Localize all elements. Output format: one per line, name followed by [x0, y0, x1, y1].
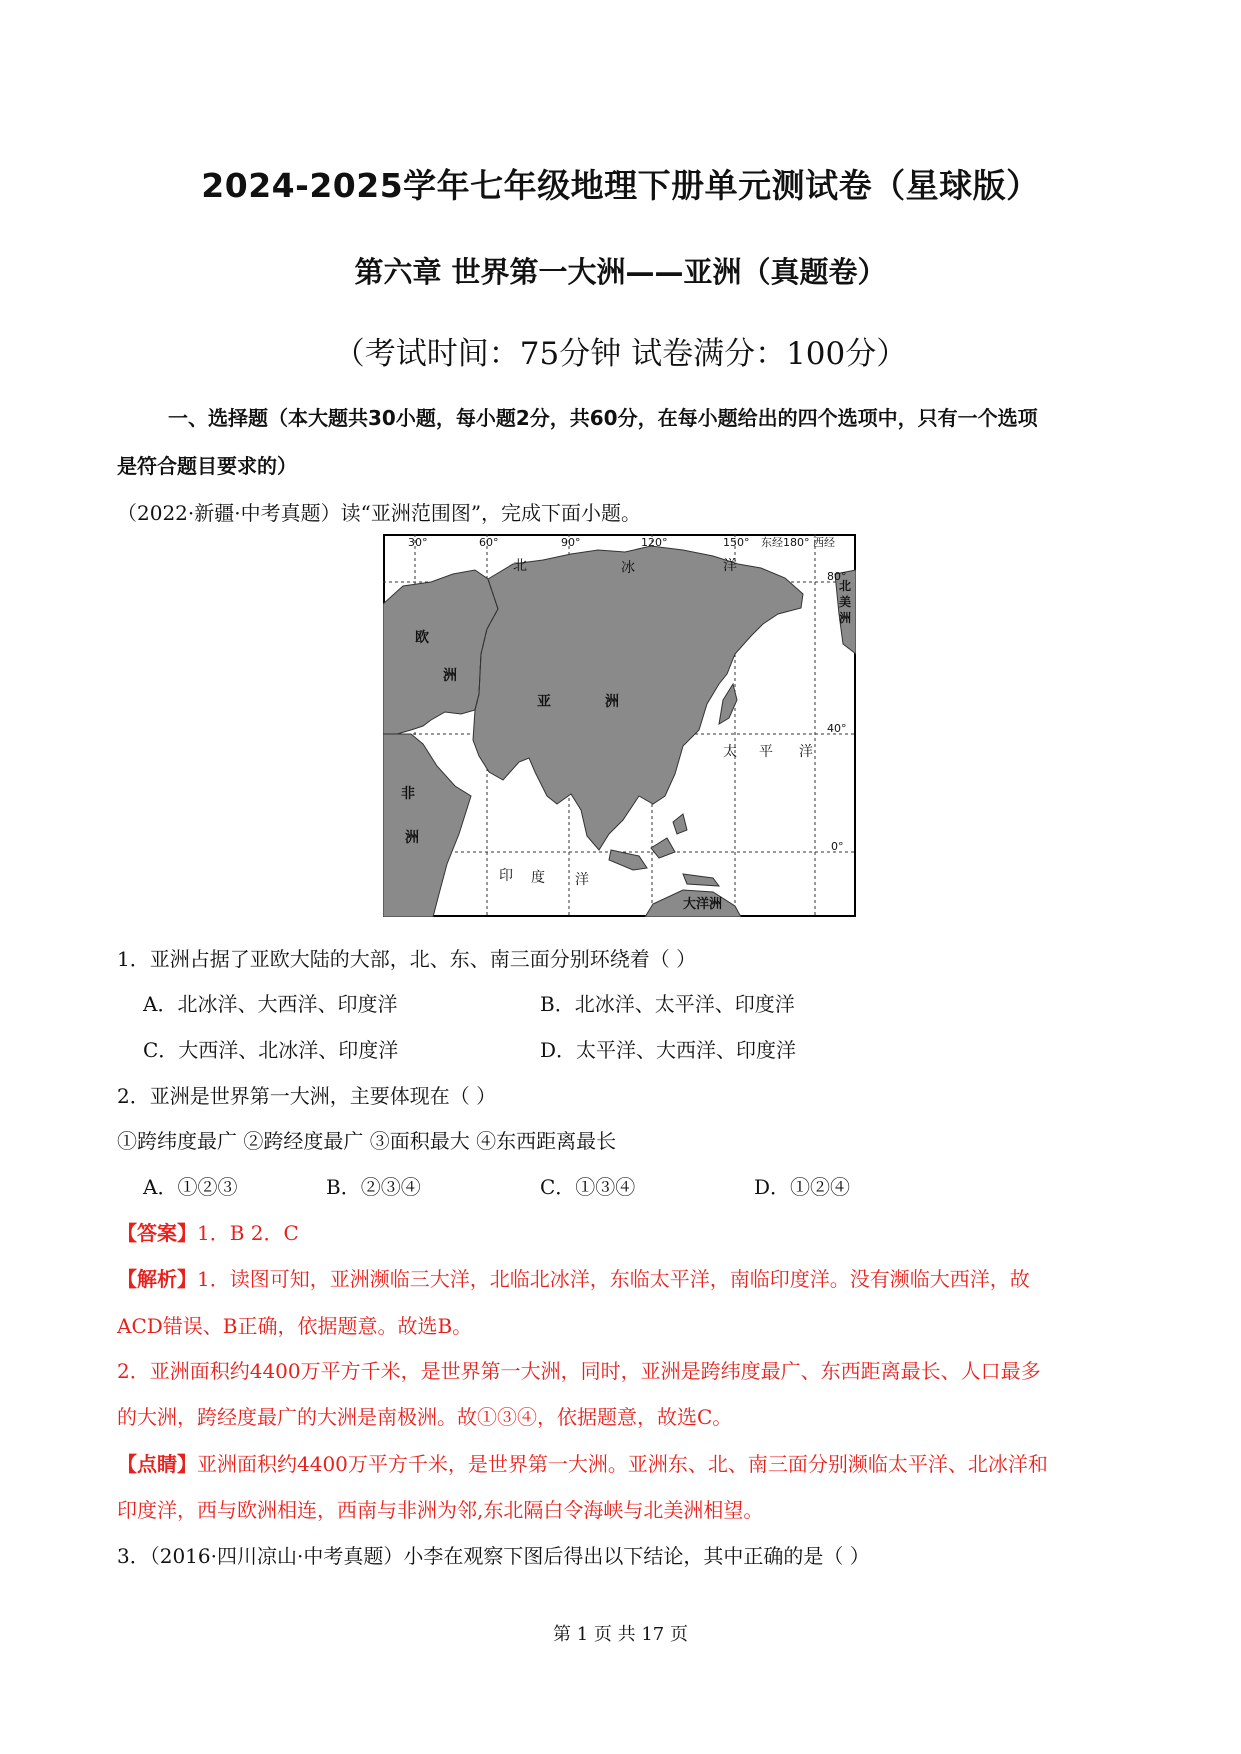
- analysis-text1: 1．读图可知，亚洲濒临三大洋，北临北冰洋，东临太平洋，南临印度洋。没有濒临大西洋，故: [197, 1267, 1030, 1291]
- q3-stem: 3．（2016·四川凉山·中考真题）小李在观察下图后得出以下结论，其中正确的是（ ）: [117, 1544, 870, 1568]
- page-title: 2024-2025学年七年级地理下册单元测试卷（星球版）: [201, 166, 1040, 205]
- q1-option-b: B．北冰洋、太平洋、印度洋: [540, 992, 795, 1016]
- q2-items: ①跨纬度最广 ②跨经度最广 ③面积最大 ④东西距离最长: [117, 1129, 617, 1153]
- comment-line1: [117, 1448, 1048, 1477]
- label-na-2: 美: [839, 595, 852, 609]
- q1-option-d: D．太平洋、大西洋、印度洋: [540, 1038, 797, 1062]
- label-arctic-1: 北: [513, 558, 527, 574]
- lon-label-180: 东经180° 西经: [761, 536, 835, 549]
- q2-option-d: D．①②④: [754, 1175, 851, 1199]
- label-indian-3: 洋: [575, 872, 589, 888]
- q2-option-c: C．①③④: [540, 1175, 636, 1199]
- label-arctic-2: 冰: [621, 560, 635, 576]
- label-indian-1: 印: [499, 868, 513, 884]
- label-europe-2: 洲: [443, 668, 457, 684]
- answer-text: 1．B 2．C: [197, 1221, 299, 1245]
- comment-line2: 印度洋，西与欧洲相连，西南与非洲为邻,东北隔白令海峡与北美洲相望。: [117, 1498, 764, 1522]
- label-pacific-2: 平: [759, 744, 773, 760]
- label-indian-2: 度: [531, 870, 545, 886]
- q2-option-a: A．①②③: [143, 1175, 238, 1199]
- label-asia-2: 洲: [605, 694, 619, 710]
- analysis-line3: 2．亚洲面积约4400万平方千米，是世界第一大洲，同时，亚洲是跨纬度最广、东西距离最长、人口最多: [117, 1359, 1041, 1383]
- lon-label-30: 30°: [408, 536, 428, 549]
- answer-tag: 【答案】: [117, 1221, 197, 1245]
- chapter-title: 第六章 世界第一大洲——亚洲（真题卷）: [354, 255, 887, 289]
- comment-tag: 【点睛】: [117, 1452, 197, 1476]
- label-europe-1: 欧: [415, 630, 429, 646]
- lat-label-80: 80°: [827, 570, 847, 583]
- lat-label-0: 0°: [831, 840, 844, 853]
- section-heading-line2: 是符合题目要求的）: [117, 454, 297, 478]
- section-heading-line1: 一、选择题（本大题共30小题，每小题2分，共60分，在每小题给出的四个选项中，只有一个选项: [168, 406, 1038, 430]
- label-pacific-1: 太: [723, 744, 737, 760]
- analysis-line2: ACD错误、B正确，依据题意。故选B。: [117, 1314, 473, 1338]
- label-africa-1: 非: [401, 786, 415, 802]
- lon-label-90: 90°: [561, 536, 581, 549]
- label-na-1: 北: [839, 579, 852, 593]
- q1-option-c: C．大西洋、北冰洋、印度洋: [143, 1038, 399, 1062]
- q2-option-b: B．②③④: [326, 1175, 421, 1199]
- asia-range-map: [383, 534, 856, 917]
- label-oceania: 大洋洲: [683, 897, 723, 912]
- analysis-tag: 【解析】: [117, 1267, 197, 1291]
- label-asia-1: 亚: [537, 694, 551, 710]
- lon-label-60: 60°: [479, 536, 499, 549]
- q1-stem: 1．亚洲占据了亚欧大陆的大部，北、东、南三面分别环绕着（ ）: [117, 947, 697, 971]
- analysis-line4: 的大洲，跨经度最广的大洲是南极洲。故①③④，依据题意，故选C。: [117, 1405, 733, 1429]
- q1-option-a: A．北冰洋、大西洋、印度洋: [143, 992, 398, 1016]
- answer-line: [117, 1217, 299, 1246]
- q2-stem: 2．亚洲是世界第一大洲，主要体现在（ ）: [117, 1084, 497, 1108]
- page-footer: 第 1 页 共 17 页: [553, 1624, 688, 1645]
- lon-label-120: 120°: [641, 536, 668, 549]
- label-africa-2: 洲: [405, 830, 419, 846]
- lat-label-40: 40°: [827, 722, 847, 735]
- lon-label-150: 150°: [723, 536, 750, 549]
- analysis-line1: [117, 1263, 1030, 1292]
- question-intro: （2022·新疆·中考真题）读“亚洲范围图”，完成下面小题。: [117, 501, 642, 525]
- label-pacific-3: 洋: [799, 744, 813, 760]
- exam-info: （考试时间：75分钟 试卷满分：100分）: [333, 336, 908, 372]
- label-arctic-3: 洋: [723, 558, 737, 574]
- label-na-3: 洲: [839, 611, 852, 625]
- comment-text1: 亚洲面积约4400万平方千米，是世界第一大洲。亚洲东、北、南三面分别濒临太平洋、北冰洋和: [197, 1452, 1048, 1476]
